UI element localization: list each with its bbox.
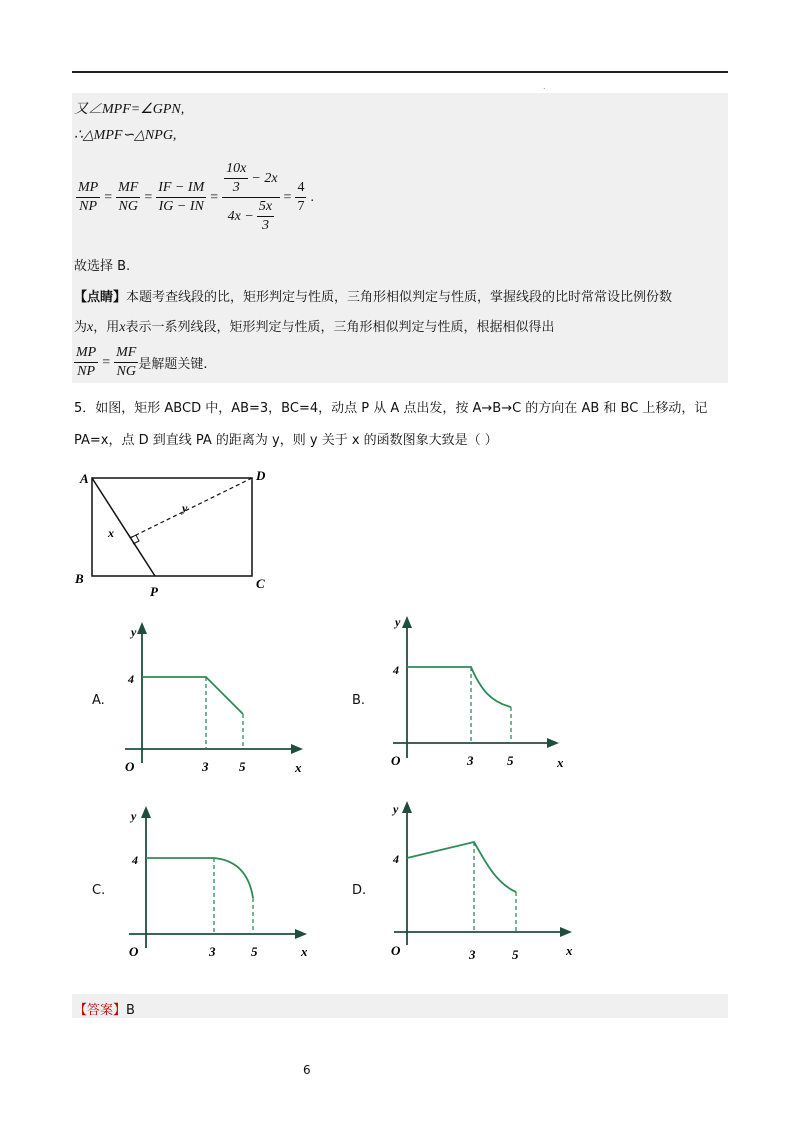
- svg-text:x: x: [557, 755, 564, 770]
- label-a: A: [80, 471, 89, 486]
- header-mark: .: [543, 82, 546, 91]
- svg-text:4: 4: [132, 853, 138, 867]
- graph-d: [388, 795, 583, 965]
- graph-b: [385, 610, 575, 775]
- graph-a: [115, 618, 315, 783]
- svg-text:5: 5: [239, 759, 246, 774]
- label-d: D: [256, 468, 266, 483]
- svg-text:5: 5: [512, 947, 519, 962]
- ratio-equation: $\frac{MP}{NP}$ = $\frac{MF}{NG}$ = $\frac{IF - IM}{IG - IN}$ = $\frac{10x}{3}$ − 2x 4x − $\frac{5x}{3}$ = $\frac{4}{7}$ .: [78, 161, 314, 233]
- svg-text:5: 5: [507, 753, 514, 768]
- label-y: y: [182, 501, 188, 515]
- svg-text:x: x: [566, 943, 573, 958]
- label-b: B: [75, 571, 84, 586]
- label-p: P: [150, 584, 158, 599]
- frac-if-ig: $\frac{IF - IM}{IG - IN}$: [158, 180, 205, 214]
- answer-bar: [72, 994, 728, 1018]
- answer-value: B: [126, 1003, 135, 1018]
- page-number: 6: [303, 1063, 311, 1077]
- svg-text:x: x: [301, 944, 308, 959]
- svg-text:y: y: [393, 802, 399, 816]
- frac-mf-ng: $\frac{MF}{NG}$: [118, 180, 139, 214]
- prev-line-1: 又∠MPF=∠GPN,: [74, 102, 185, 117]
- option-d-label[interactable]: D.: [352, 883, 367, 898]
- svg-text:y: y: [131, 809, 137, 823]
- frac-complex: $\frac{10x}{3}$ − 2x 4x − $\frac{5x}{3}$: [222, 160, 279, 235]
- option-b-label[interactable]: B.: [352, 693, 366, 708]
- option-c-label[interactable]: C.: [92, 883, 106, 898]
- svg-text:x: x: [295, 760, 302, 775]
- svg-text:3: 3: [202, 759, 209, 774]
- comment-line-3: $\frac{MP}{NP}$ = $\frac{MF}{NG}$ 是解题关键.: [76, 345, 208, 379]
- comment-line-1: 【点睛】本题考查线段的比，矩形判定与性质，三角形相似判定与性质，掌握线段的比时常常设比例份数: [74, 290, 673, 305]
- svg-text:O: O: [129, 944, 139, 959]
- label-x: x: [108, 526, 114, 540]
- svg-text:y: y: [131, 625, 137, 639]
- svg-text:O: O: [391, 753, 401, 768]
- svg-text:4: 4: [393, 663, 399, 677]
- svg-text:O: O: [125, 759, 135, 774]
- svg-text:y: y: [395, 615, 401, 629]
- frac-4-7: $\frac{4}{7}$: [297, 180, 305, 214]
- svg-text:4: 4: [393, 852, 399, 866]
- svg-text:3: 3: [209, 944, 216, 959]
- prev-line-2: ∴△MPF∽△NPG,: [74, 128, 177, 143]
- svg-text:4: 4: [128, 672, 134, 686]
- graph-c: [115, 800, 315, 965]
- header-rule: [72, 71, 728, 73]
- svg-text:3: 3: [469, 947, 476, 962]
- answer-tag: 【答案】: [74, 1003, 127, 1018]
- label-c: C: [256, 576, 265, 591]
- answer-line: [74, 999, 135, 1018]
- rectangle-figure: [70, 466, 280, 606]
- svg-text:3: 3: [467, 753, 474, 768]
- q5-line-1: 5．如图，矩形 ABCD 中，AB=3，BC=4，动点 P 从 A 点出发，按 A→B→C 的方向在 AB 和 BC 上移动，记: [74, 401, 708, 416]
- svg-text:O: O: [391, 943, 401, 958]
- option-a-label[interactable]: A.: [92, 693, 105, 708]
- frac-mp-np: $\frac{MP}{NP}$: [78, 180, 99, 214]
- svg-text:5: 5: [251, 944, 258, 959]
- q5-line-2: PA=x，点 D 到直线 PA 的距离为 y，则 y 关于 x 的函数图象大致是（ ）: [74, 433, 498, 448]
- choose-b: 故选择 B.: [74, 259, 131, 274]
- comment-line-2: 为x，用x表示一系列线段，矩形判定与性质，三角形相似判定与性质，根据相似得出: [74, 320, 555, 335]
